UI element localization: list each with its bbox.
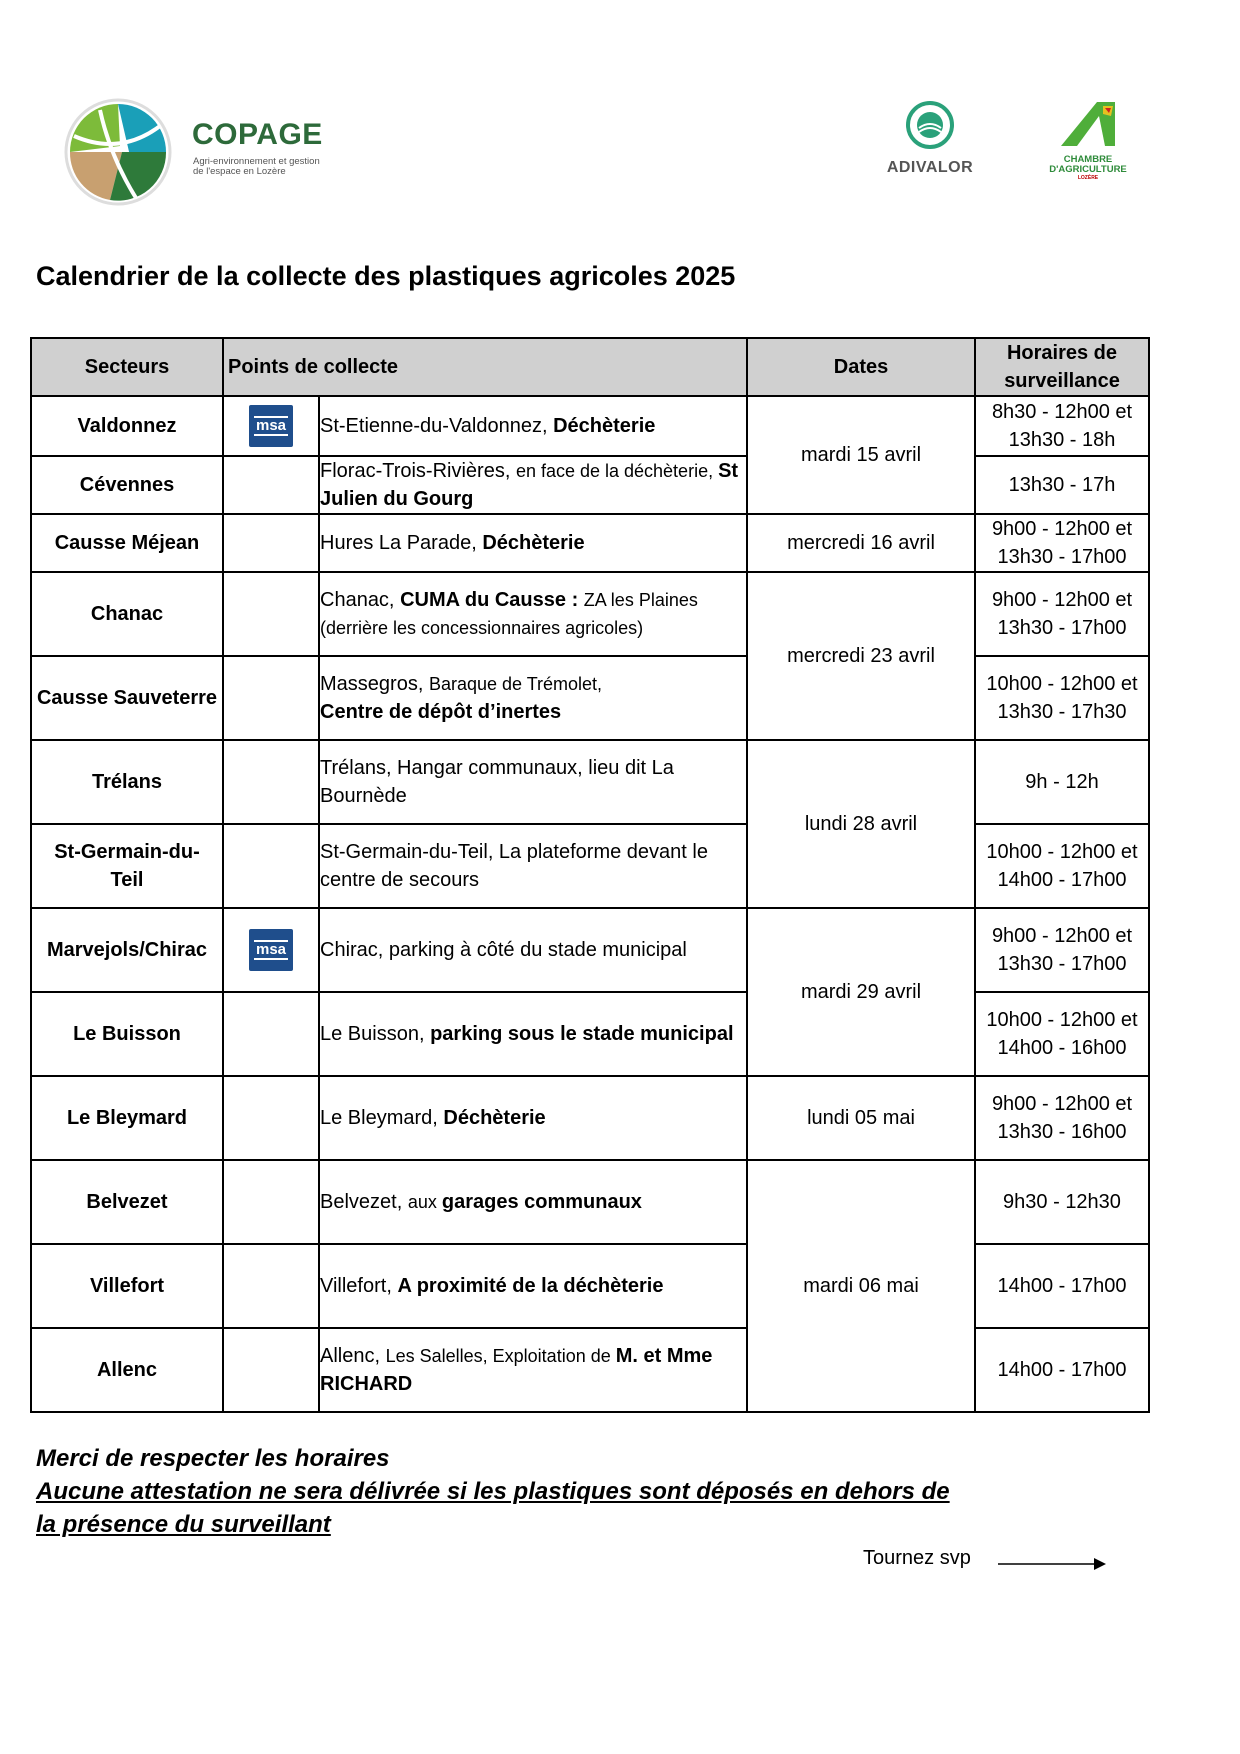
hours-cell: 10h00 - 12h00 et 14h00 - 16h00	[975, 992, 1149, 1076]
icon-cell	[223, 1076, 319, 1160]
notes	[36, 1442, 950, 1541]
date-cell: lundi 05 mai	[747, 1076, 975, 1160]
chambre-agriculture-logo	[1038, 98, 1138, 188]
secteur-cell: Valdonnez	[31, 396, 223, 456]
point-cell: Hures La Parade, Déchèterie	[319, 514, 747, 572]
point-cell: Chirac, parking à côté du stade municipal	[319, 908, 747, 992]
date-cell: lundi 28 avril	[747, 740, 975, 908]
msa-cell	[223, 908, 319, 992]
table-row	[31, 992, 1149, 1076]
point-cell: St-Germain-du-Teil, La plateforme devant le centre de secours	[319, 824, 747, 908]
point-cell: Le Bleymard, Déchèterie	[319, 1076, 747, 1160]
table-row	[31, 1160, 1149, 1244]
table-row	[31, 456, 1149, 514]
hours-cell: 9h30 - 12h30	[975, 1160, 1149, 1244]
copage-name: COPAGE	[192, 118, 323, 151]
chambre-sub: LOZÈRE	[1077, 175, 1099, 181]
point-cell: Massegros, Baraque de Trémolet, Centre de dépôt d’inertes	[319, 656, 747, 740]
copage-emblem-icon	[60, 96, 178, 208]
hours-cell: 10h00 - 12h00 et 13h30 - 17h30	[975, 656, 1149, 740]
secteur-cell: Villefort	[31, 1244, 223, 1328]
table-row	[31, 396, 1149, 456]
hours-cell: 10h00 - 12h00 et 14h00 - 17h00	[975, 824, 1149, 908]
copage-logo	[60, 96, 360, 208]
chambre-emblem-icon	[1053, 98, 1123, 148]
point-cell: Trélans, Hangar communaux, lieu dit La Bournède	[319, 740, 747, 824]
icon-cell	[223, 740, 319, 824]
secteur-cell: Belvezet	[31, 1160, 223, 1244]
icon-cell	[223, 992, 319, 1076]
icon-cell	[223, 824, 319, 908]
secteur-cell: Le Bleymard	[31, 1076, 223, 1160]
icon-cell	[223, 514, 319, 572]
date-cell: mardi 29 avril	[747, 908, 975, 1076]
secteur-cell: Marvejols/Chirac	[31, 908, 223, 992]
secteur-cell: Cévennes	[31, 456, 223, 514]
icon-cell	[223, 1328, 319, 1412]
table-row	[31, 740, 1149, 824]
secteur-cell: Trélans	[31, 740, 223, 824]
table-row	[31, 1244, 1149, 1328]
hours-cell: 9h00 - 12h00 et 13h30 - 16h00	[975, 1076, 1149, 1160]
table-row	[31, 824, 1149, 908]
secteur-cell: Le Buisson	[31, 992, 223, 1076]
adivalor-emblem-icon	[905, 100, 955, 150]
hours-cell: 9h00 - 12h00 et 13h30 - 17h00	[975, 908, 1149, 992]
icon-cell	[223, 1160, 319, 1244]
table-row	[31, 1328, 1149, 1412]
point-cell: St-Etienne-du-Valdonnez, Déchèterie	[319, 396, 747, 456]
hours-cell: 14h00 - 17h00	[975, 1328, 1149, 1412]
date-cell: mercredi 16 avril	[747, 514, 975, 572]
hours-cell: 14h00 - 17h00	[975, 1244, 1149, 1328]
table-row	[31, 514, 1149, 572]
msa-icon: msa	[249, 929, 293, 971]
date-cell: mardi 15 avril	[747, 396, 975, 514]
icon-cell	[223, 656, 319, 740]
turn-page-text: Tournez svp	[863, 1547, 971, 1569]
icon-cell	[223, 572, 319, 656]
header-points: Points de collecte	[223, 338, 747, 396]
secteur-cell: Chanac	[31, 572, 223, 656]
table-row	[31, 572, 1149, 656]
table-header-row	[31, 338, 1149, 396]
collection-calendar-table	[30, 337, 1150, 1413]
msa-cell	[223, 396, 319, 456]
arrow-right-icon	[998, 1556, 1108, 1572]
copage-tagline: Agri-environnement et gestion de l'espace en Lozère	[193, 156, 320, 177]
note-schedule: Merci de respecter les horaires	[36, 1445, 390, 1472]
table-row	[31, 656, 1149, 740]
date-cell: mercredi 23 avril	[747, 572, 975, 740]
hours-cell: 9h00 - 12h00 et 13h30 - 17h00	[975, 514, 1149, 572]
header-secteurs: Secteurs	[31, 338, 223, 396]
adivalor-logo	[870, 100, 990, 180]
secteur-cell: Allenc	[31, 1328, 223, 1412]
secteur-cell: Causse Sauveterre	[31, 656, 223, 740]
point-cell: Le Buisson, parking sous le stade municipal	[319, 992, 747, 1076]
secteur-cell: St-Germain-du- Teil	[31, 824, 223, 908]
table-row	[31, 908, 1149, 992]
hours-cell: 9h - 12h	[975, 740, 1149, 824]
date-cell: mardi 06 mai	[747, 1160, 975, 1412]
note-warning-2: la présence du surveillant	[36, 1511, 331, 1538]
page-title: Calendrier de la collecte des plastiques agricoles 2025	[36, 261, 736, 291]
table-row	[31, 1076, 1149, 1160]
hours-cell: 13h30 - 17h	[975, 456, 1149, 514]
header-dates: Dates	[747, 338, 975, 396]
note-warning-1: Aucune attestation ne sera délivrée si les plastiques sont déposés en dehors de	[36, 1478, 950, 1505]
adivalor-name: ADIVALOR	[886, 159, 974, 176]
icon-cell	[223, 456, 319, 514]
point-cell: Florac-Trois-Rivières, en face de la déchèterie, St Julien du Gourg	[319, 456, 747, 514]
hours-cell: 9h00 - 12h00 et 13h30 - 17h00	[975, 572, 1149, 656]
point-cell: Chanac, CUMA du Causse : ZA les Plaines (derrière les concessionnaires agricoles)	[319, 572, 747, 656]
secteur-cell: Causse Méjean	[31, 514, 223, 572]
chambre-name: CHAMBRE D'AGRICULTURE	[1049, 154, 1127, 175]
point-cell: Allenc, Les Salelles, Exploitation de M. et Mme RICHARD	[319, 1328, 747, 1412]
point-cell: Villefort, A proximité de la déchèterie	[319, 1244, 747, 1328]
hours-cell: 8h30 - 12h00 et 13h30 - 18h	[975, 396, 1149, 456]
icon-cell	[223, 1244, 319, 1328]
header-horaires: Horaires de surveillance	[975, 338, 1149, 396]
point-cell: Belvezet, aux garages communaux	[319, 1160, 747, 1244]
msa-icon: msa	[249, 405, 293, 447]
